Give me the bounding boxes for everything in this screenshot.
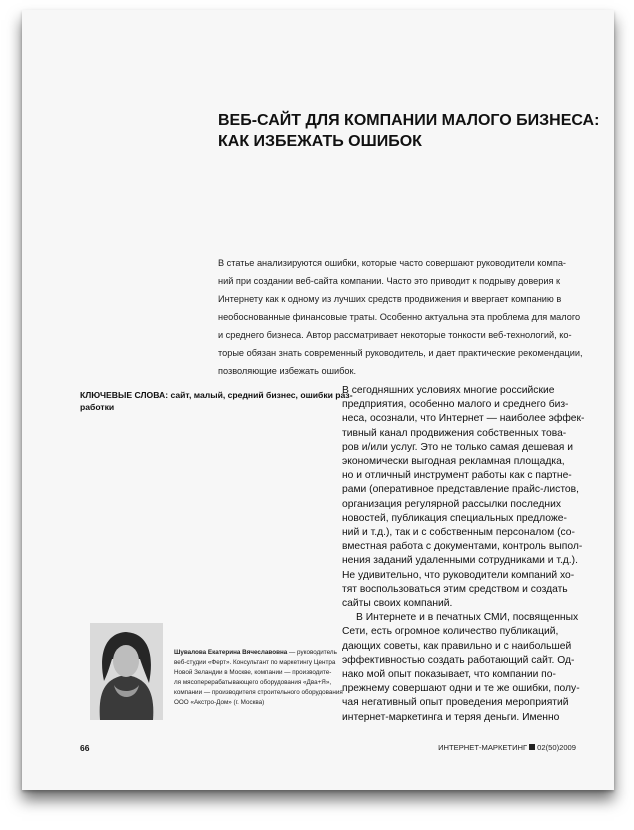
body-line: В сегодняшних условиях многие российские — [342, 385, 555, 396]
author-portrait-icon — [90, 623, 163, 720]
running-footer — [438, 743, 576, 752]
body-line: рами (оперативное представление прайс-листов, — [342, 484, 579, 496]
abstract-line: В статье анализируются ошибки, которые часто совершают руководители компа- — [218, 258, 566, 268]
abstract-line: Интернету как к одному из лучших средств продвижения и ввергает компанию в — [218, 294, 562, 304]
body-line: интернет-маркетинга и теряя деньги. Именно — [342, 711, 560, 723]
author-bio-line: ООО «Акстро-Дом» (г. Москва) — [174, 699, 265, 706]
magazine-name: ИНТЕРНЕТ-МАРКЕТИНГ — [438, 743, 528, 752]
page-number: 66 — [80, 743, 90, 753]
author-photo — [90, 623, 163, 720]
body-line: Не удивительно, что руководители компаний хо- — [342, 569, 575, 581]
body-line: ров и/или услуг. Это не только самая дешевая и — [342, 441, 573, 453]
title-line-1: ВЕБ-САЙТ ДЛЯ КОМПАНИИ МАЛОГО БИЗНЕСА: — [218, 112, 600, 129]
author-bio-line: ля мясоперерабатывающего оборудования «Два+Я», — [174, 679, 332, 686]
abstract-line: и среднего бизнеса. Автор рассматривает некоторые тонкости веб-технологий, ко- — [218, 330, 572, 340]
issue-number: 02(50)2009 — [537, 743, 576, 752]
author-bio-first: — руководитель — [287, 649, 337, 656]
keywords-line: КЛЮЧЕВЫЕ СЛОВА: сайт, малый, средний бизнес, ошибки раз- — [80, 390, 353, 400]
body-line: нако мой опыт показывает, что компании по- — [342, 669, 556, 681]
abstract-line: ний при создании веб-сайта компании. Часто это приводит к подрыву доверия к — [218, 276, 561, 286]
page-sheet — [22, 10, 614, 790]
body-line: но и отличный инструмент работы как с партне- — [342, 470, 572, 482]
square-separator-icon — [529, 744, 535, 750]
article-body — [342, 384, 604, 725]
body-line: вместная работа с документами, контроль выпол- — [342, 541, 583, 553]
abstract-line: необоснованные финансовые траты. Особенно актуальна эта проблема для малого — [218, 312, 581, 322]
author-bio-line: Новой Зеландии в Москве, компании — производите- — [174, 669, 332, 676]
body-line: ний и т.д.), так и с собственным персоналом (со- — [342, 527, 575, 539]
keywords-line: работки — [80, 401, 115, 412]
body-line: Сети, есть огромное количество публикаций, — [342, 626, 559, 638]
abstract-line: позволяющие избежать ошибок. — [218, 366, 357, 376]
keywords-block — [80, 390, 353, 413]
author-bio-line: компании — производителя строительного оборудования — [174, 689, 343, 696]
body-line: тивный канал продвижения собственных това- — [342, 427, 567, 439]
body-line: дающих советы, как правильно и с наибольшей — [342, 640, 572, 652]
article-abstract — [218, 254, 588, 380]
body-line: экономически выгодная рекламная площадка, — [342, 456, 565, 468]
body-line: предприятия, особенно малого и среднего биз- — [342, 399, 569, 411]
title-line-2: КАК ИЗБЕЖАТЬ ОШИБОК — [218, 133, 422, 150]
body-line: эффективностью создать работающий сайт. Од- — [342, 654, 575, 666]
author-info — [174, 648, 344, 708]
article-title — [218, 110, 598, 152]
author-name: Шувалова Екатерина Вячеславовна — [174, 649, 288, 656]
body-line: новостей, публикация специальных предложе- — [342, 512, 567, 524]
body-line: нения заданий удаленными сотрудниками и т.д.). — [342, 555, 578, 567]
author-bio-line: веб-студии «Ферт». Консультант по маркетингу Центра — [174, 659, 336, 666]
body-line: прежнему совершают одни и те же ошибки, полу- — [342, 683, 580, 695]
body-line: В Интернете и в печатных СМИ, посвященных — [356, 612, 579, 624]
body-line: неса, осознали, что Интернет — наиболее эффек- — [342, 413, 585, 425]
body-line: тят воспользоваться этим средством и создать — [342, 583, 568, 595]
body-line: сайты своих компаний. — [342, 598, 453, 610]
body-line: организация регулярной рассылки последних — [342, 498, 561, 510]
body-line: чая негативный опыт проведения мероприятий — [342, 697, 569, 709]
abstract-line: торые обязан знать современный руководитель, и дает практические рекомендации, — [218, 348, 583, 358]
